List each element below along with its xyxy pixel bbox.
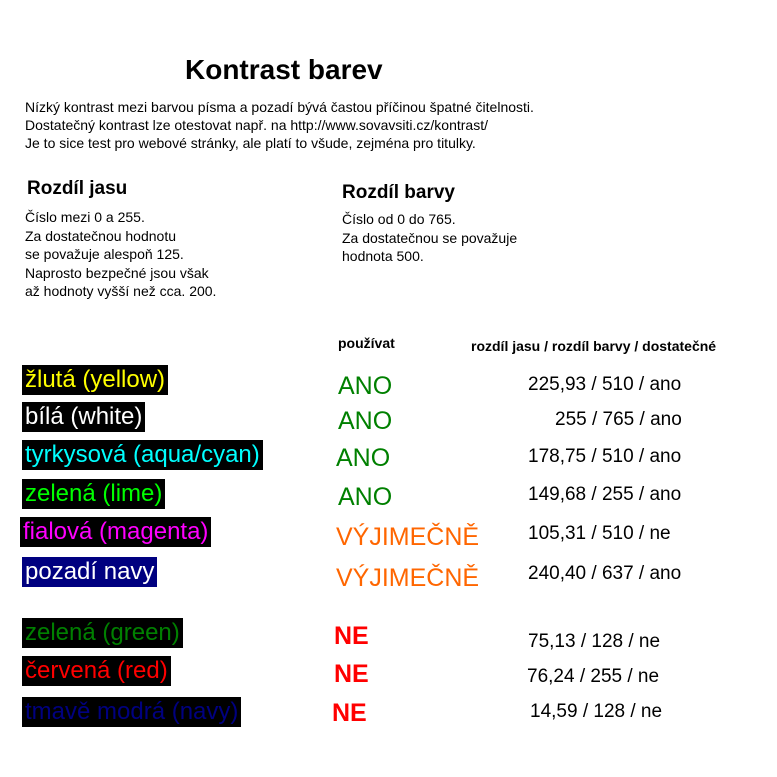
color-diff-line: hodnota 500. <box>342 248 424 264</box>
intro-line: Nízký kontrast mezi barvou písma a pozadí bývá častou příčinou špatné čitelnosti. <box>25 99 534 115</box>
brightness-line: se považuje alespoň 125. <box>25 246 184 262</box>
swatch-red: červená (red) <box>22 656 171 686</box>
page-title: Kontrast barev <box>185 54 383 85</box>
verdict-yellow: ANO <box>338 372 393 400</box>
color-diff-line: Za dostatečnou se považuje <box>342 229 518 246</box>
brightness-line: až hodnoty vyšší než cca. 200. <box>25 283 217 299</box>
values-lime: 149,68 / 255 / ano <box>528 484 682 505</box>
column-header-use: používat <box>338 335 395 351</box>
values-magenta: 105,31 / 510 / ne <box>528 523 671 544</box>
values-navy-background: 240,40 / 637 / ano <box>528 563 682 584</box>
values-red: 76,24 / 255 / ne <box>527 666 660 687</box>
color-diff-heading: Rozdíl barvy <box>342 182 455 203</box>
verdict-magenta: VÝJIMEČNĚ <box>336 523 480 551</box>
values-white: 255 / 765 / ano <box>555 409 682 430</box>
verdict-lime: ANO <box>338 483 393 511</box>
swatch-navy: tmavě modrá (navy) <box>22 697 241 727</box>
intro-line: Dostatečný kontrast lze otestovat např. na http://www.sovavsiti.cz/kontrast/ <box>25 117 488 133</box>
swatch-yellow: žlutá (yellow) <box>22 365 168 395</box>
color-diff-description <box>342 210 517 266</box>
swatch-magenta: fialová (magenta) <box>20 517 211 547</box>
swatch-navy-background: pozadí navy <box>22 557 157 587</box>
swatch-lime: zelená (lime) <box>22 479 165 509</box>
intro-line: Je to sice test pro webové stránky, ale platí to všude, zejména pro titulky. <box>25 135 476 151</box>
swatch-green: zelená (green) <box>22 618 183 648</box>
values-aqua: 178,75 / 510 / ano <box>528 446 682 467</box>
values-yellow: 225,93 / 510 / ano <box>528 374 682 395</box>
brightness-heading: Rozdíl jasu <box>27 178 128 199</box>
brightness-line: Naprosto bezpečné jsou však <box>25 264 209 281</box>
color-diff-line: Číslo od 0 do 765. <box>342 211 456 227</box>
brightness-line: Za dostatečnou hodnotu <box>25 227 177 244</box>
verdict-navy: NE <box>332 699 367 727</box>
brightness-description <box>25 208 216 301</box>
verdict-navy-background: VÝJIMEČNĚ <box>336 564 480 592</box>
verdict-aqua: ANO <box>336 444 391 472</box>
swatch-aqua: tyrkysová (aqua/cyan) <box>22 440 263 470</box>
verdict-red: NE <box>334 660 369 688</box>
verdict-green: NE <box>334 622 369 650</box>
verdict-white: ANO <box>338 407 393 435</box>
brightness-line: Číslo mezi 0 a 255. <box>25 209 145 225</box>
column-header-values: rozdíl jasu / rozdíl barvy / dostatečné <box>471 338 717 354</box>
intro-text <box>25 98 534 152</box>
values-green: 75,13 / 128 / ne <box>528 631 661 652</box>
swatch-white: bílá (white) <box>22 402 145 432</box>
values-navy: 14,59 / 128 / ne <box>530 701 663 722</box>
